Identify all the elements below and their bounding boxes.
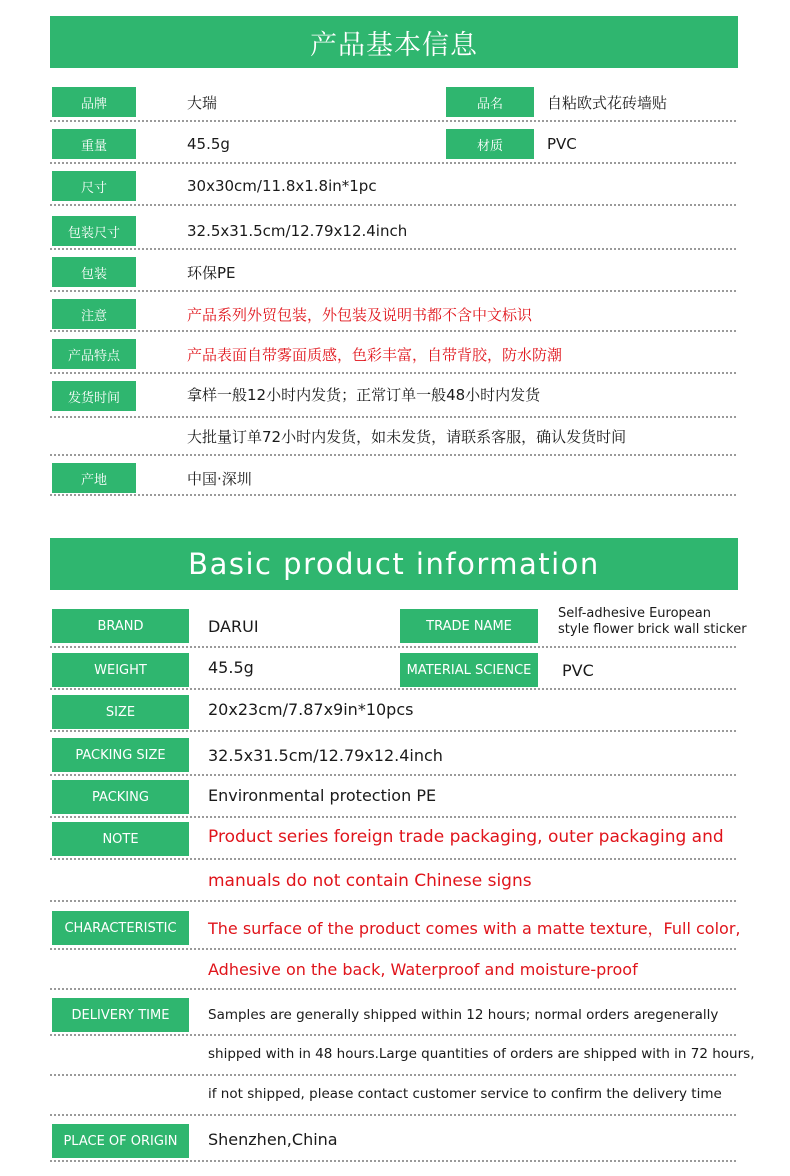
cn-row-brand — [50, 84, 736, 122]
en-packsize-label: PACKING SIZE — [52, 738, 189, 772]
cn-feature-value: 产品表面自带雾面质感，色彩丰富，自带背胶，防水防潮 — [187, 345, 563, 364]
cn-packing-value: 环保PE — [187, 263, 236, 282]
en-trade-value-line-1: Self-adhesive European — [558, 606, 712, 621]
en-packsize-value: 32.5x31.5cm/12.79x12.4inch — [208, 745, 443, 765]
cn-name-label: 品名 — [446, 87, 534, 117]
en-row-characteristic-1 — [50, 908, 741, 950]
en-note-label: NOTE — [52, 822, 189, 856]
en-weight-label: WEIGHT — [52, 653, 189, 687]
en-trade-value-line-2: style flower brick wall sticker — [558, 622, 747, 637]
en-size-value: 20x23cm/7.87x9in*10pcs — [208, 699, 414, 719]
en-delivery-label: DELIVERY TIME — [52, 998, 189, 1032]
cn-material-value: PVC — [547, 135, 577, 153]
cn-delivery-value-1: 拿样一般12小时内发货；正常订单一般48小时内发货 — [187, 385, 541, 404]
en-row-packing-size — [50, 736, 736, 776]
cn-material-label: 材质 — [446, 129, 534, 159]
en-brand-value: DARUI — [208, 616, 259, 636]
en-row-delivery-3 — [50, 1078, 736, 1116]
cn-brand-label: 品牌 — [52, 87, 136, 117]
cn-origin-value: 中国·深圳 — [187, 469, 252, 488]
cn-row-packing-size — [50, 210, 736, 250]
cn-delivery-label: 发货时间 — [52, 381, 136, 411]
en-origin-value: Shenzhen,China — [208, 1129, 338, 1149]
en-delivery-value-2: shipped with in 48 hours.Large quantities of orders are shipped with in 72 hours, — [208, 1046, 755, 1062]
en-material-value: PVC — [562, 660, 594, 680]
en-delivery-value-3: if not shipped, please contact customer service to confirm the delivery time — [208, 1086, 722, 1102]
en-section-title: Basic product information — [50, 538, 738, 590]
cn-packing-label: 包装 — [52, 257, 136, 287]
en-material-label: MATERIAL SCIENCE — [400, 653, 538, 687]
en-row-delivery-1 — [50, 996, 736, 1036]
en-row-weight — [50, 650, 736, 690]
en-row-note-2 — [50, 862, 736, 902]
cn-weight-value: 45.5g — [187, 135, 230, 153]
cn-row-size — [50, 166, 736, 206]
en-origin-label: PLACE OF ORIGIN — [52, 1124, 189, 1158]
en-size-label: SIZE — [52, 695, 189, 729]
cn-row-delivery-1 — [50, 376, 736, 418]
cn-note-value: 产品系列外贸包装，外包装及说明书都不含中文标识 — [187, 305, 533, 324]
en-weight-value: 45.5g — [208, 657, 254, 677]
en-note-value-2: manuals do not contain Chinese signs — [208, 871, 532, 891]
en-packing-value: Environmental protection PE — [208, 785, 437, 805]
cn-note-label: 注意 — [52, 299, 136, 329]
cn-brand-value: 大瑞 — [187, 93, 218, 112]
cn-row-packing — [50, 252, 736, 292]
cn-row-weight — [50, 124, 736, 164]
en-note-value-1: Product series foreign trade packaging, outer packaging and — [208, 827, 724, 847]
cn-size-value: 30x30cm/11.8x1.8in*1pc — [187, 177, 377, 195]
en-row-origin — [50, 1122, 736, 1162]
en-char-value-1: The surface of the product comes with a matte texture，Full color, — [208, 918, 741, 938]
en-row-note-1 — [50, 820, 736, 860]
en-trade-label: TRADE NAME — [400, 609, 538, 643]
en-row-size — [50, 692, 736, 732]
en-row-brand — [50, 606, 747, 648]
cn-size-label: 尺寸 — [52, 171, 136, 201]
en-row-packing — [50, 778, 736, 818]
cn-packsize-value: 32.5x31.5cm/12.79x12.4inch — [187, 222, 408, 240]
cn-row-note — [50, 294, 736, 332]
en-row-characteristic-2 — [50, 952, 736, 990]
en-char-value-2: Adhesive on the back, Waterproof and moisture-proof — [208, 959, 638, 979]
cn-section-title: 产品基本信息 — [50, 16, 738, 68]
en-packing-label: PACKING — [52, 780, 189, 814]
cn-feature-label: 产品特点 — [52, 339, 136, 369]
en-trade-value — [558, 606, 758, 638]
cn-row-delivery-2 — [50, 420, 736, 456]
en-delivery-value-1: Samples are generally shipped within 12 hours; normal orders aregenerally — [208, 1007, 719, 1023]
cn-weight-label: 重量 — [52, 129, 136, 159]
cn-name-value: 自粘欧式花砖墙贴 — [547, 93, 668, 112]
cn-row-origin — [50, 458, 736, 496]
cn-origin-label: 产地 — [52, 463, 136, 493]
cn-packsize-label: 包装尺寸 — [52, 216, 136, 246]
cn-delivery-value-2: 大批量订单72小时内发货，如未发货，请联系客服，确认发货时间 — [187, 427, 627, 446]
en-char-label: CHARACTERISTIC — [52, 911, 189, 945]
cn-row-feature — [50, 334, 736, 374]
en-brand-label: BRAND — [52, 609, 189, 643]
en-row-delivery-2 — [50, 1038, 755, 1076]
